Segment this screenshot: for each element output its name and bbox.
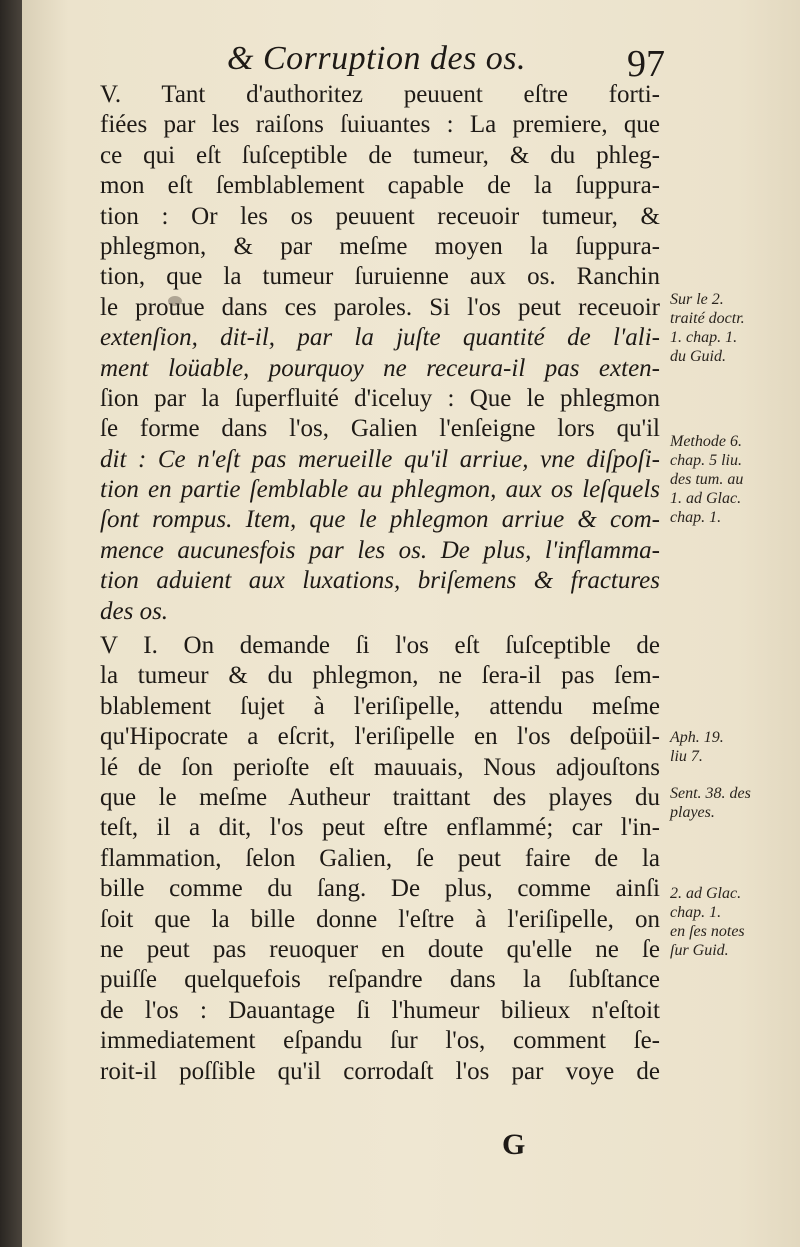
margin-note xyxy=(670,784,800,822)
margin-note-line: 1. chap. 1. xyxy=(670,329,738,346)
margin-note-line: 2. ad Glac. xyxy=(670,885,742,902)
text-line: phlegmon, & par meſme moyen la ſuppura- xyxy=(100,232,660,260)
text-line: teſt, il a dit, l'os peut eſtre enflammé; car l'in- xyxy=(100,814,660,842)
text-line: tion, que la tumeur ſuruienne aux os. Ranchin xyxy=(100,263,660,291)
margin-note xyxy=(670,728,800,766)
running-head: & Corruption des os. xyxy=(227,40,527,77)
text-line: tion en partie ſemblable au phlegmon, aux os leſquels xyxy=(100,476,660,504)
margin-note-line: 1. ad Glac. xyxy=(670,490,742,507)
margin-note-line: chap. 5 liu. xyxy=(670,452,742,469)
margin-note-line: traité doctr. xyxy=(670,310,745,327)
text-line: lé de ſon perioſte eſt mauuais, Nous adjouſtons xyxy=(100,753,660,781)
text-line: de l'os : Dauantage ſi l'humeur bilieux n'eſtoit xyxy=(100,996,660,1024)
book-page xyxy=(22,0,800,1247)
text-line: qu'Hipocrate a eſcrit, l'eriſipelle en l'os deſpoüil- xyxy=(100,723,660,751)
text-line: tion : Or les os peuuent receuoir tumeur, & xyxy=(100,202,660,230)
margin-note-line: ſur Guid. xyxy=(670,942,729,959)
margin-note-line: en ſes notes xyxy=(670,923,745,940)
margin-note-line: Sur le 2. xyxy=(670,291,724,308)
margin-note xyxy=(670,432,800,527)
text-line: flammation, ſelon Galien, ſe peut faire de la xyxy=(100,844,660,872)
body-text xyxy=(100,80,660,1087)
margin-note-line: Aph. 19. xyxy=(670,729,724,746)
margin-note-line: playes. xyxy=(670,804,715,821)
text-line: roit-il poſſible qu'il corrodaſt l'os par voye de xyxy=(100,1057,660,1085)
ink-smudge xyxy=(168,296,182,306)
page-edge xyxy=(0,0,22,1247)
text-line: ment loüable, pourquoy ne receura-il pas exten- xyxy=(100,354,660,382)
margin-note xyxy=(670,290,800,366)
text-line: fiées par les raiſons ſuiuantes : La premiere, que xyxy=(100,111,660,139)
margin-note-line: chap. 1. xyxy=(670,904,722,921)
text-line: ſe forme dans l'os, Galien l'enſeigne lors qu'il xyxy=(100,415,660,443)
text-line: blablement ſujet à l'eriſipelle, attendu meſme xyxy=(100,692,660,720)
text-line: puiſſe quelquefois reſpandre dans la ſubſtance xyxy=(100,966,660,994)
page-number: 97 xyxy=(627,43,665,85)
text-line: extenſion, dit-il, par la juſte quantité de l'ali- xyxy=(100,324,660,352)
margin-note-line: Methode 6. xyxy=(670,433,742,450)
margin-note-line: des tum. au xyxy=(670,471,744,488)
text-line: que le meſme Autheur traittant des playes du xyxy=(100,783,660,811)
text-line: ſoit que la bille donne l'eſtre à l'eriſipelle, on xyxy=(100,905,660,933)
text-line: mence aucunesfois par les os. De plus, l'inflamma- xyxy=(100,536,660,564)
margin-note-line: chap. 1. xyxy=(670,509,722,526)
margin-note-line: Sent. 38. des xyxy=(670,785,751,802)
signature-mark: G xyxy=(502,1128,526,1161)
text-line: tion aduient aux luxations, briſemens & fractures xyxy=(100,567,660,595)
text-line: des os. xyxy=(100,597,169,625)
text-line: V. Tant d'authoritez peuuent eſtre forti- xyxy=(100,81,660,108)
text-line: la tumeur & du phlegmon, ne ſera-il pas ſem- xyxy=(100,662,660,690)
text-line: ce qui eſt ſuſceptible de tumeur, & du phleg- xyxy=(100,141,660,169)
text-line: le prouue dans ces paroles. Si l'os peut receuoir xyxy=(100,293,660,321)
text-line: bille comme du ſang. De plus, comme ainſi xyxy=(100,875,660,903)
text-line: ſont rompus. Item, que le phlegmon arriue & com- xyxy=(100,506,660,534)
margin-note-line: liu 7. xyxy=(670,748,703,765)
text-line: mon eſt ſemblablement capable de la ſuppura- xyxy=(100,172,660,200)
text-line: ne peut pas reuoquer en doute qu'elle ne ſe xyxy=(100,935,660,963)
margin-note xyxy=(670,884,800,960)
text-line: dit : Ce n'eſt pas merueille qu'il arriue, vne diſpoſi- xyxy=(100,445,660,473)
margin-note-line: du Guid. xyxy=(670,348,726,365)
text-line: ſion par la ſuperfluité d'iceluy : Que le phlegmon xyxy=(100,384,660,412)
text-line: V I. On demande ſi l'os eſt ſuſceptible de xyxy=(100,632,660,660)
text-line: immediatement eſpandu ſur l'os, comment ſe- xyxy=(100,1027,660,1055)
